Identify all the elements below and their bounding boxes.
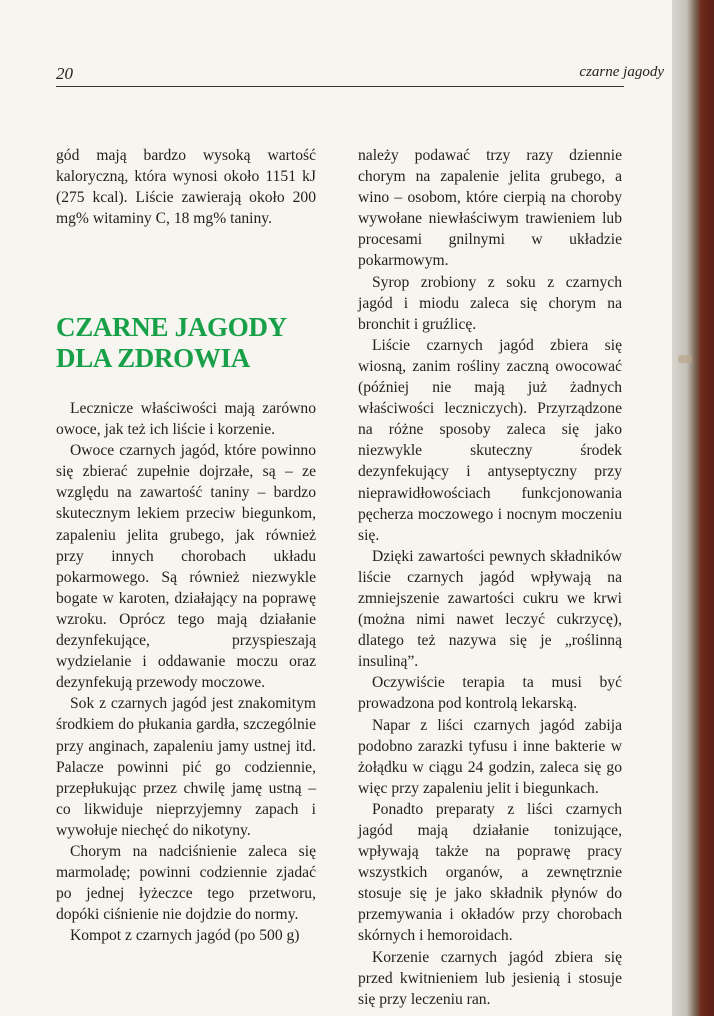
left-column-body [56, 398, 316, 946]
paragraph: Oczywiście terapia ta musi być prowadzona pod kontrolą lekarską. [358, 674, 622, 713]
paragraph: Chorym na nadciśnienie zaleca się marmoladę; powinni codziennie zjadać po jednej łyżeczce tego przetworu, dopóki ciśnienie nie dojdzie do normy. [56, 842, 316, 924]
section-heading [56, 312, 318, 374]
paragraph: Kompot z czarnych jagód (po 500 g) [70, 927, 300, 945]
paragraph: Napar z liści czarnych jagód zabija podobno zarazki tyfusu i inne bakterie w żołądku w ciągu 24 godzin, zaleca się go więc przy zapaleniu jelit i biegunkach. [358, 716, 622, 797]
paragraph: Dzięki zawartości pewnych składników liście czarnych jagód wpływają na zmniejszenie zawartości cukru we krwi (można nimi nawet leczyć cukrzycę), dlatego też nazywa się je „roślinną insuliną”. [358, 547, 622, 671]
running-title: czarne jagody [579, 64, 664, 80]
paragraph: Ponadto preparaty z liści czarnych jagód mają działanie tonizujące, wpływają także na poprawę pracy wszystkich organów, a zewnętrznie stosuje się je jako składnik płynów do przemywania i okładów przy chorobach skórnych i hemoroidach. [358, 800, 622, 945]
paragraph: Korzenie czarnych jagód zbiera się przed kwitnieniem lub jesienią i stosuje się przy leczeniu ran. [358, 948, 622, 1008]
header-rule [56, 86, 624, 87]
page-edge [672, 0, 714, 1016]
heading-line-2: DLA ZDROWIA [56, 343, 250, 373]
paragraph: Owoce czarnych jagód, które powinno się zbierać zupełnie dojrzałe, są – ze względu na zawartość taniny – bardzo skutecznym lekiem przeciw biegunkom, zapaleniu jelita grubego, jak również przy innych chorobach układu pokarmowego. Są również niezwykle bogate w karoten, działający na poprawę wzroku. Oprócz tego mają działanie dezynfekujące, przyspieszają wydzielanie i oddawanie moczu oraz dezynfekują przewody moczowe. [56, 442, 316, 692]
paragraph: Lecznicze właściwości mają zarówno owoce, jak też ich liście i korzenie. [56, 400, 316, 439]
intro-paragraph: gód mają bardzo wysoką wartość kaloryczną, która wynosi około 1151 kJ (275 kcal). Liście zawierają około 200 mg% witaminy C, 18 mg% taniny. [56, 147, 316, 228]
paragraph: należy podawać trzy razy dziennie chorym na zapalenie jelita grubego, a wino – osobom, które cierpią na choroby wywołane niewłaściwym trawieniem lub procesami gnilnymi w układzie pokarmowym. [358, 147, 622, 270]
page-number: 20 [56, 64, 73, 83]
page-edge-mark [678, 355, 692, 363]
left-column-intro [56, 145, 316, 229]
heading-line-1: CZARNE JAGODY [56, 312, 287, 342]
paragraph: Liście czarnych jagód zbiera się wiosną, zanim rośliny zaczną owocować (później nie mają już żadnych właściwości leczniczych). Przyrządzone na różne sposoby zaleca się jako niezwykle skuteczny środek dezynfekujący i antyseptyczny przy nieprawidłowościach funkcjonowania pęcherza moczowego i nocnym moczeniu się. [358, 336, 622, 544]
paragraph: Sok z czarnych jagód jest znakomitym środkiem do płukania gardła, szczególnie przy anginach, zapaleniu jamy ustnej itd. Palacze powinni pić go codziennie, przepłukując przez chwilę jamę ustną – co likwiduje nieprzyjemny zapach i wywołuje niechęć do nikotyny. [56, 695, 316, 839]
right-column [358, 145, 622, 1010]
paragraph: Syrop zrobiony z soku z czarnych jagód i miodu zaleca się chorym na bronchit i gruźlicę. [358, 273, 622, 333]
